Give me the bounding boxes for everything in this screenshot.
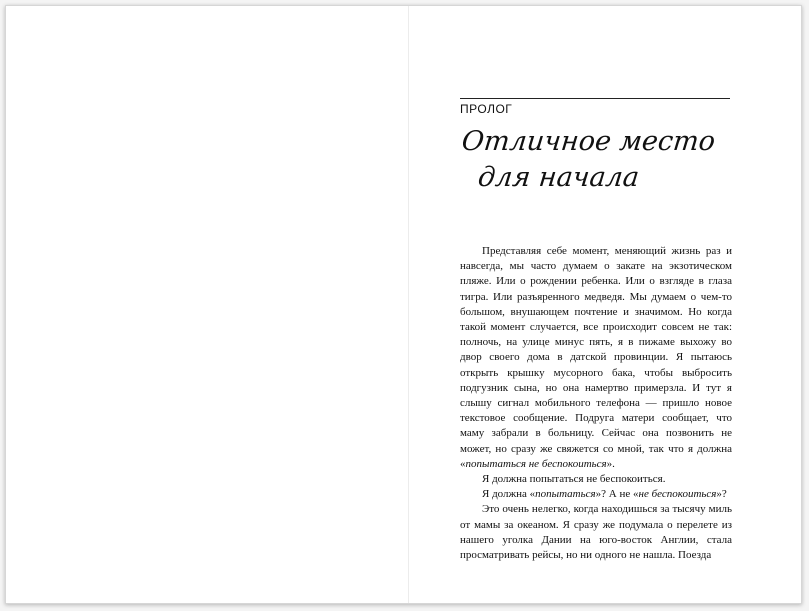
section-label: ПРОЛОГ: [460, 102, 513, 116]
chapter-title-line-2: для начала: [476, 162, 641, 193]
chapter-title-line-1: Отличное место: [460, 126, 717, 157]
paragraph: Я должна «попытаться»? А не «не беспокоиться»?: [482, 488, 727, 501]
body-text: [460, 244, 732, 563]
paragraph: Я должна попытаться не беспокоиться.: [482, 473, 666, 486]
chapter-title: [456, 124, 744, 196]
page-gutter: [408, 6, 409, 603]
book-spread: [5, 5, 802, 604]
paragraph: Это очень нелегко, когда находишься за тысячу миль от мамы за океаном. Я сразу же подумала о перелете из нашего уголка Дании на юго-восток Англии, стала просматривать рейсы, но ни одного не нашла. Поезда: [460, 503, 732, 562]
paragraph: Представляя себе момент, меняющий жизнь раз и навсегда, мы часто думаем о закате на экзотическом пляже. Или о рождении ребенка. Или о взгляде в глаза тигра. Или разъяренного медведя. Мы думаем о чем-то большом, внушающем почтение и значимом. Но когда такой момент случается, все происходит совсем не так: полночь, на улице минус пять, я в пижаме выхожу во двор своего дома в датской провинции. Я пытаюсь открыть крышку мусорного бака, чтобы выбросить подгузник сына, но она намертво примерзла. И тут я слышу сигнал мобильного телефона — пришло новое текстовое сообщение. Подруга матери сообщает, что маму забрали в больницу. Сейчас она позвонить не может, но сразу же свяжется со мной, так что я должна «попытаться не беспокоиться».: [460, 245, 732, 470]
section-rule: [460, 98, 730, 99]
